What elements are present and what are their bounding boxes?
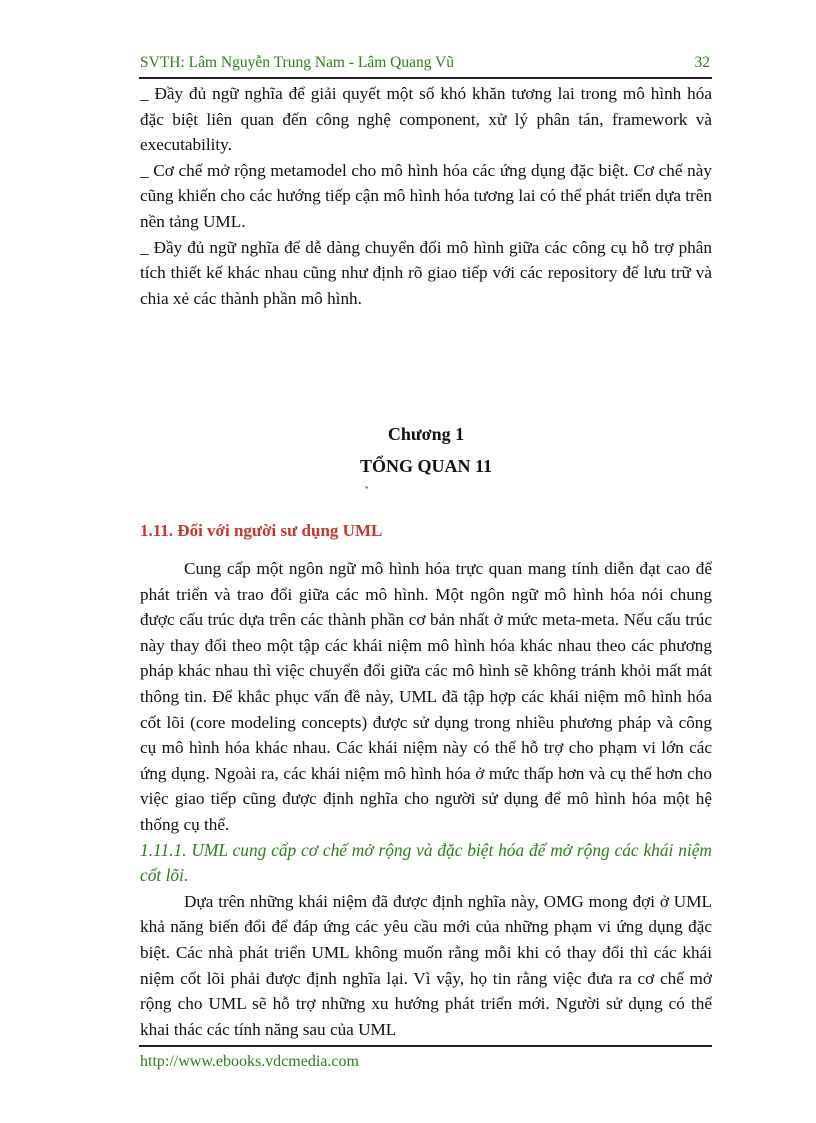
section-paragraph: Cung cấp một ngôn ngữ mô hình hóa trực quan mang tính diễn đạt cao để phát triển và trao đổi giữa các mô hình. Một ngôn ngữ mô hình hóa nói chung được cấu trúc dựa trên các thành phần cơ bản nhất ở mức meta-meta. Nếu cấu trúc này thay đổi theo một tập các khái niệm mô hình hóa khác nhau theo các phương pháp khác nhau thì việc chuyển đổi giữa các mô hình sẽ không tránh khỏi mất mát thông tin. Để khắc phục vấn đề này, UML đã tập hợp các khái niệm mô hình hóa cốt lõi (core modeling concepts) được sử dụng trong nhiều phương pháp và công cụ mô hình hóa khác nhau. Các khái niệm này có thể hỗ trợ cho phạm vi lớn các ứng dụng. Ngoài ra, các khái niệm mô hình hóa ở mức thấp hơn và cụ thể hơn cho việc giao tiếp cũng được định nghĩa cho người sử dụng để mô hình hóa một hệ thống cụ thể. — [140, 559, 712, 834]
chapter-title: TỔNG QUAN 11 — [359, 456, 492, 476]
footer-link[interactable]: http://www.ebooks.vdcmedia.com — [140, 1053, 359, 1070]
header-divider — [139, 77, 712, 79]
intro-item: _ Đầy đủ ngữ nghĩa để dễ dàng chuyển đổi mô hình giữa các công cụ hỗ trợ phân tích thiết kế khác nhau cũng như định rõ giao tiếp với các repository để lưu trữ và chia xẻ các thành phần mô hình. — [140, 237, 712, 308]
header-author: SVTH: Lâm Nguyễn Trung Nam - Lâm Quang Vũ — [140, 54, 454, 71]
page-header — [140, 54, 712, 76]
section-heading: 1.11. Đối với người sư dụng UML — [140, 521, 383, 540]
intro-item: _ Cơ chế mở rộng metamodel cho mô hình hóa các ứng dụng đặc biệt. Cơ chế này cũng khiến cho các hướng tiếp cận mô hình hóa tương lai có thể phát triển dựa trên nền tảng UML. — [140, 160, 712, 231]
chapter-number: Chương 1 — [387, 424, 465, 444]
subsection-paragraph: Dựa trên những khái niệm đã được định nghĩa này, OMG mong đợi ở UML khả năng biến đổi để đáp ứng các yêu cầu mới của những phạm vi ứng dụng đặc biệt. Các nhà phát triển UML không muốn rằng mỗi khi có thay đổi thì các khái niệm cốt lõi phải được định nghĩa lại. Vì vậy, họ tin rằng việc đưa ra cơ chế mở rộng cho UML sẽ hỗ trợ những xu hướng phát triển mới. Người sử dụng có thể khai thác các tính năng sau của UML — [140, 891, 712, 1039]
footer-divider — [139, 1045, 712, 1047]
subsection-heading: 1.11.1. UML cung cấp cơ chế mở rộng và đặc biệt hóa để mở rộng các khái niệm cốt lõi. — [140, 839, 712, 886]
intro-item: _ Đầy đủ ngữ nghĩa để giải quyết một số khó khăn tương lai trong mô hình hóa đặc biệt liên quan đến công nghệ component, xử lý phân tán, framework và executability. — [140, 84, 712, 155]
intro-list — [140, 81, 712, 311]
body-text — [140, 556, 712, 1042]
page-number: 32 — [694, 54, 710, 71]
